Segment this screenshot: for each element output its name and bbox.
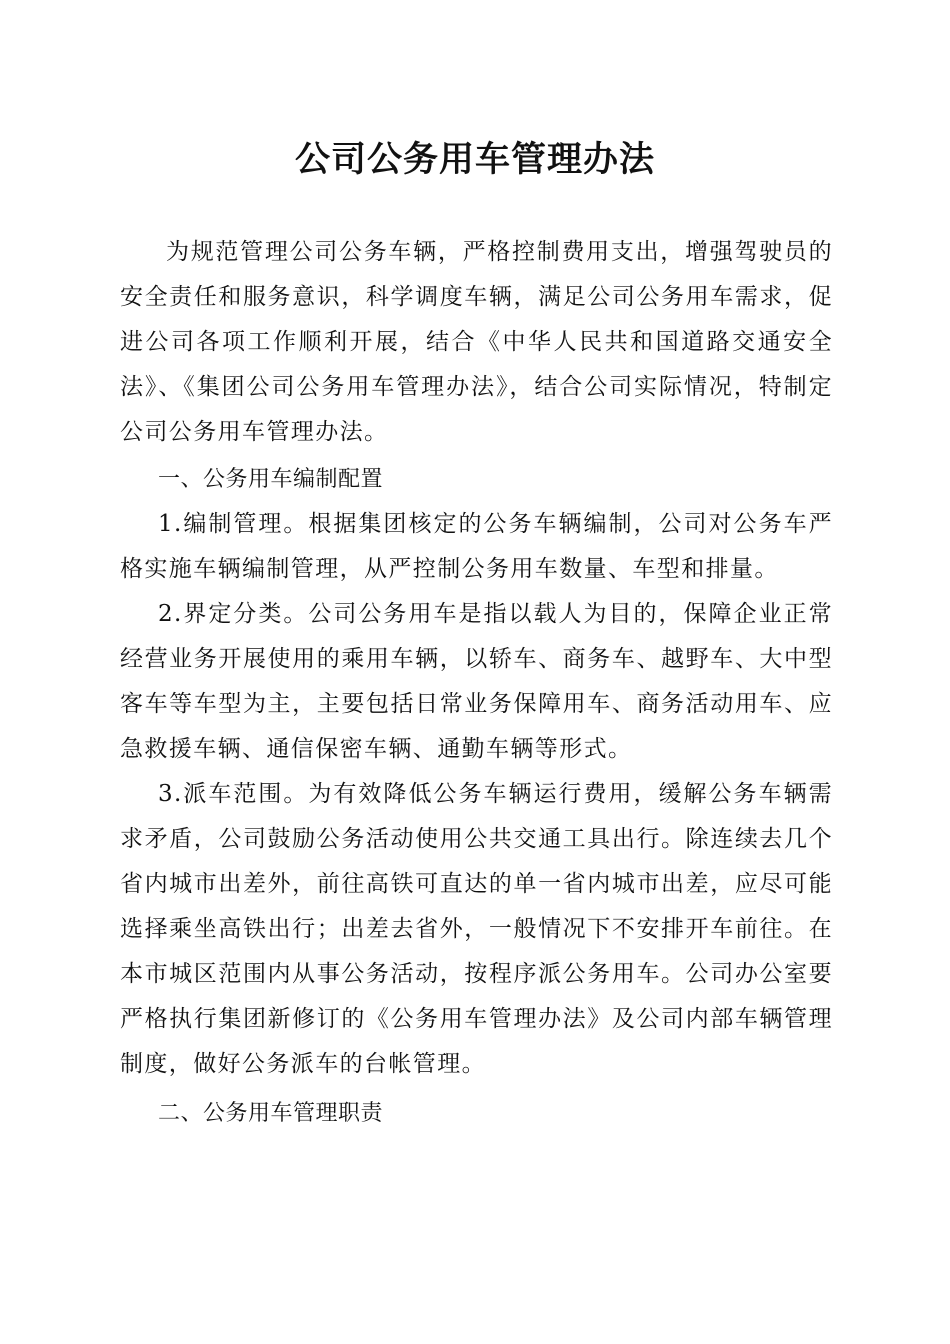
document-body xyxy=(120,230,833,1136)
section-1-item-2: 2.界定分类。公司公务用车是指以载人为目的，保障企业正常经营业务开展使用的乘用车辆，以轿车、商务车、越野车、大中型客车等车型为主，主要包括日常业务保障用车、商务活动用车、应急救援车辆、通信保密车辆、通勤车辆等形式。 xyxy=(120,601,833,762)
intro-paragraph: 为规范管理公司公务车辆，严格控制费用支出，增强驾驶员的安全责任和服务意识，科学调度车辆，满足公司公务用车需求，促进公司各项工作顺利开展，结合《中华人民共和国道路交通安全法》、《集团公司公务用车管理办法》，结合公司实际情况，特制定公司公务用车管理办法。 xyxy=(120,239,833,445)
document-title: 公司公务用车管理办法 xyxy=(294,139,655,180)
section-1-item-3: 3.派车范围。为有效降低公务车辆运行费用，缓解公务车辆需求矛盾，公司鼓励公务活动使用公共交通工具出行。除连续去几个省内城市出差外，前往高铁可直达的单一省内城市出差，应尽可能选择乘坐高铁出行；出差去省外，一般情况下不安排开车前往。在本市城区范围内从事公务活动，按程序派公务用车。公司办公室要严格执行集团新修订的《公务用车管理办法》及公司内部车辆管理制度，做好公务派车的台帐管理。 xyxy=(120,781,833,1077)
section-heading-2: 二、公务用车管理职责 xyxy=(158,1101,384,1126)
section-1-item-1: 1.编制管理。根据集团核定的公务车辆编制，公司对公务车严格实施车辆编制管理，从严控制公务用车数量、车型和排量。 xyxy=(120,511,833,582)
section-heading-1: 一、公务用车编制配置 xyxy=(158,467,384,492)
